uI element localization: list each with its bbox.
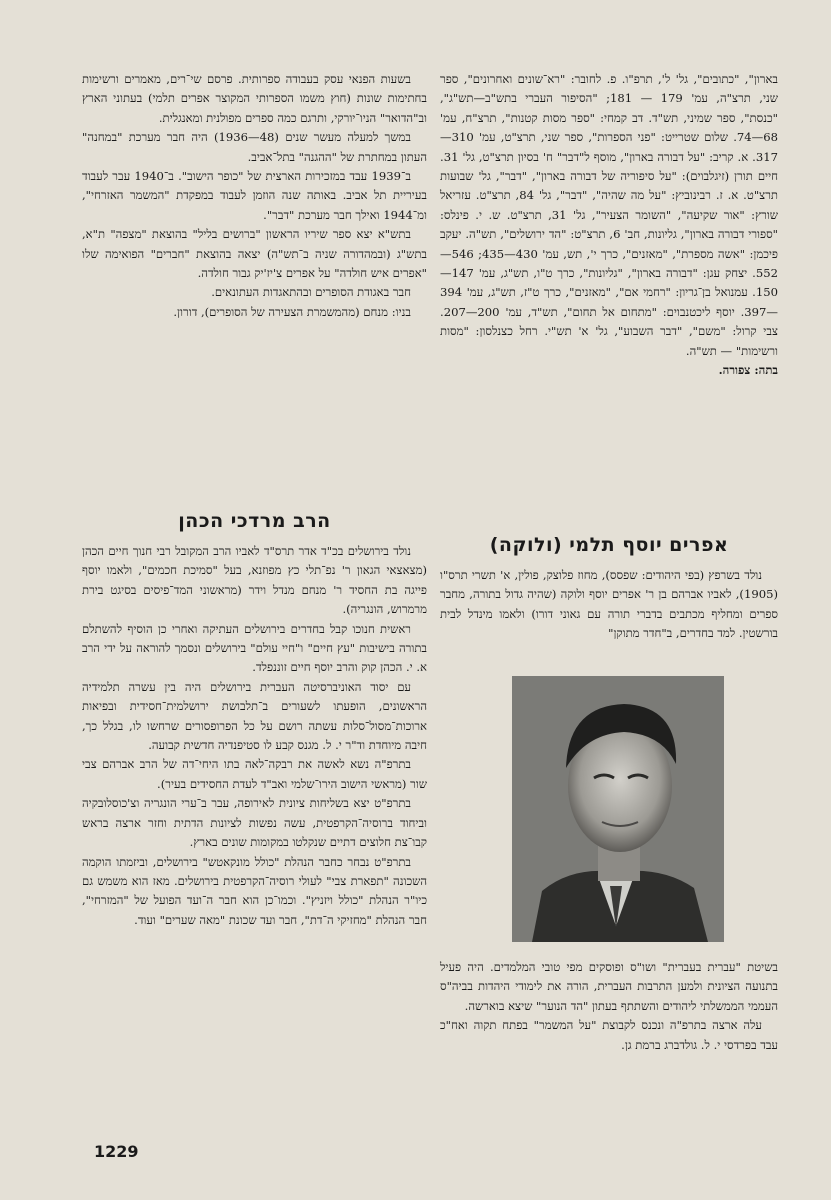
bibliography-block [440, 70, 778, 381]
hakohen-paragraph: ראשית חנוכו קבל בחדרים בירושלים העתיקה ואחרי כן הוסיף להשתלם בתורה בישיבות "עץ חיים" ו"חיי עולם" בירושלים ונסמך להוראה על ידי הרב א. י. הכהן קוק והרב יוסף חיים זוננפלד. [82, 621, 427, 675]
talmi-paragraph: ב־1939 עבד במזכירות הארצית של "כופר הישוב". ב־1940 עבר לעבוד בעיריית תל אביב. באותה שנה הוזמן לעבוד במפקדת "המשמר האזרחי", ומ־1944 ואילך חבר מערכת "דבר". [82, 169, 427, 222]
talmi-paragraph: חבר באגודת הסופרים ובהתאגדות העתונאים. [211, 285, 411, 300]
hakohen-paragraph: עם יסוד האוניברסיטה העברית בירושלים היה בין עשרה תלמידיה הראשונים, הופעתו לשעורים ב־תלבושת ירושלמית־חסידית ובפיאות ארוכות־מסול־סלות עשתה רושם על כל הפרופסורים שרחשו לו, בגלל כך, חיבה מיוחדת וד"ר י. ל. מגנס קבע לו סטיפנדיה חדשית קבועה. [82, 679, 427, 753]
page-number: 1229 [94, 1142, 139, 1161]
talmi-children: בניו: מנחם (מהמשמרת הצעירה של הסופרים), דורון. [173, 304, 411, 319]
portrait-illustration [512, 676, 724, 942]
talmi-intro [440, 566, 778, 644]
hakohen-paragraph: בתרפ"ט יצא בשליחות ציונית לאירופה, עבר ב־ערי הונגריה וצ'כוסלובקיה וביחוד ברוסיה־הקרפטית, עשה נפשות לציונות הדתית וחזר ארצה בראש קבו־צת חלוצים דתיים שנקלטו במקומות שונים בארץ. [82, 796, 427, 850]
talmi-paragraph: במשך למעלה מעשר שנים (48—1936) היה חבר מערכת "במחנה" העתון במחתרת של "ההגנה" בתל־אביב. [82, 130, 427, 164]
bibliography-text: בארון", "כתובים", גל' ל', תרפ"ו. פ. לחובר: "רא־שונים ואחרונים", ספר שני, תרצ"ה, עמ' 179 — 181; "הסיפור העברי בתש"ב—תש"ג", "כנסת", ספר שמיני, תש"ד. דב קמחי: "ספר מסות קטנות", תרצ"ח, עמ' 68—74. שלום שטרייט: "פני הספרות", ספר שני, תרצ"ט, עמ' 310—317. א. קריב: "על דבורה בארון", מוסף ל"דבר" ח' בסיון תרצ"ט, גל' 31. חיים תורן (זיגלבוים): "על סיפוריה של דבורה בארון", "דבר", גל' שבועות תרצ"ט. א. ז. רבינוביץ: "על מה שהיה", "דבר", גל' 84, תרצ"ט. עזריאל שורץ: "אור שקיעה", "השומר הצעיר", גל' 31, תרצ"ט. ש. י. פינלס: "ספורי דבורה בארון", גליונות, חב' 6, תרצ"ט: "הד ירושלים", תש"ה. יעקב פיכמן: "אשה מספרת", "מאזנים", כרך י', תש, עמ' 430—435; 546—552. יצחק עגן: "דבורה בארון", "גליונות", כרך ט"ו, תש"ג, עמ' 147—150. עמנואל בן־גריון: "רחמי אם", "מאזנים", כרך ט"ז, תש"ג, עמ' 394—397. יוסף ליכטנבוים: "מתחום אל תחום", תש"ד, עמ' 200—207. צבי קרול: "משם", "דבר השבוע", גל' א' תש"י. רחל כצנלסון: "מסות ורשימות" — תש"ה. [440, 72, 778, 358]
entry-heading-talmi: אפרים יוסף תלמי (ולוקה) [489, 534, 729, 556]
talmi-paragraph: בתש"א יצא ספר שיריו הראשון "ברושים בליל" בהוצאת "מצפה" ת"א, בתש"ג (ובמהדורה שניה ב־תש"ה) יצאה בהוצאת "חברים" הפואימה שלו "אפרים איש חולדה" על אפרים צ'יז'יק גבור חולדה. [82, 227, 427, 281]
hakohen-paragraph: בתרפ"ט נבחר כחבר הנהלת "כולל מונקאטש" בירושלים, וביזמתו הוקמה השכונה "תפארת צבי" לעולי רוסיה־הקרפטית בירושלים. מאז הוא משמש גם כיו"ר הנהלת "כולל ויזניץ". וכמו־כן הוא חבר ה־ועד הפועל של "המזרחי", חבר הנהלת "מחזיקי ה־דת", חבר ועד שכונת "מאה שערים" ועוד. [82, 854, 427, 927]
hakohen-paragraph: בתרפ"ה נשא לאשה את רבקה־לאה בתו היחי־דה של הרב אברהם צבי שור (מראשי הישוב הירו־שלמי ואב"ד לעדת החסידים בעיר). [82, 757, 427, 791]
talmi-intro-text: נולד בשרפץ (בפי היהודים: שפסס), מחוז פלוצק, פולין, א' תשרי תרס"ו (1905), לאביו אברהם בן ר' אפרים יוסף ולוקה (שהיה גדול בתורה, מחבר ספרים ומחליף מכתבים בדברי תורה עם גאוני דורו) ולאמו מינדל לבית בורשטין. למד בחדרים, ב"חדר מתוקן" [440, 568, 778, 641]
talmi-bio-paragraph: בשיטת "עברית בעברית" ושו"ס ופוסקים מפי טובי המלמדים. היה פעיל בתנועה הציונית ולמען התרבות העברית, הורה את לימודי היהדות בביה"ס העממי הממשלתי ליהודים והשתתף בעתון "הד הנוער" שיצא בוארשה. [440, 960, 778, 1013]
talmi-continuation [82, 70, 427, 322]
talmi-paragraph: בשעות הפנאי עסק בעבודה ספרותית. פרסם שי־רים, מאמרים ורשימות בחתימות שונות (חוץ משמו הספרותי המקוצר אפרים תלמי) בעתוני הארץ וב"הדואר" הניו־יורקי, ותרגם כמה ספרים מפולנית ומאנגלית. [82, 72, 427, 125]
entry-heading-hakohen: הרב מרדכי הכהן [178, 510, 331, 532]
talmi-bio-continued [440, 958, 778, 1055]
portrait-photo [512, 676, 724, 942]
talmi-bio-paragraph: עלה ארצה בתרפ"ה ונכנס לקבוצת "על המשמר" בפתח תקוה ואח"כ עבד בפרדסי י. ל. גולדברג ברמת גן. [440, 1018, 778, 1052]
hakohen-paragraph: נולד בירושלים בכ"ד אדר תרס"ד לאביו הרב המקובל רבי חנוך חיים הכהן (מצאצאי הגאון ר' נפ־תלי כץ מפוזנא, בעל "סמיכת חכמים", ולאמו יוסף פייגה בת החסיד ר' מנחם מנדל וידר (מראשוני המד־פיסים בסיגט בירת מרמרוש, הונגריה). [82, 544, 427, 617]
daughter-line: בתה: צפורה. [718, 363, 778, 378]
hakohen-biography [82, 542, 427, 930]
